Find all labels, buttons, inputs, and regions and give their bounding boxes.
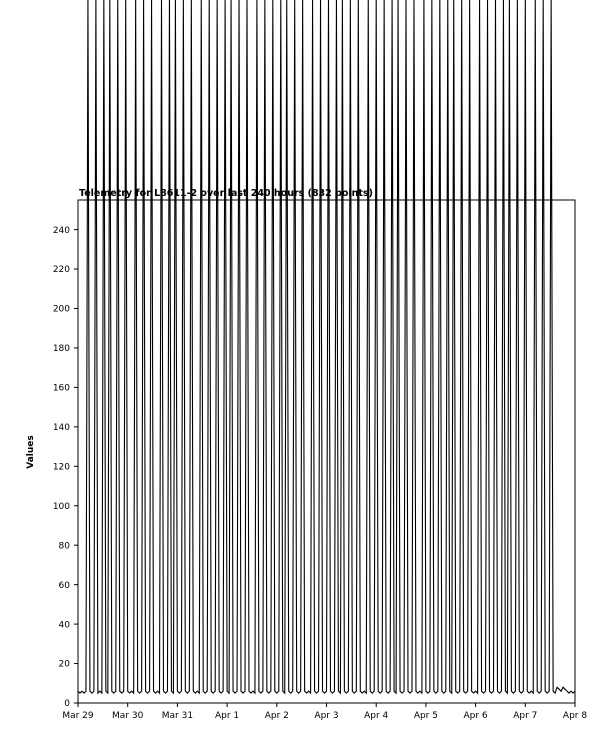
y-axis-label: Values [26,435,36,469]
x-tick-label: Apr 3 [314,711,339,721]
x-tick-label: Apr 4 [364,711,389,721]
y-tick-label: 180 [52,344,70,355]
y-tick-label: 0 [64,699,70,710]
x-tick-label: Mar 29 [62,711,94,721]
y-tick-label: 240 [52,225,70,236]
x-tick-label: Apr 2 [264,711,289,721]
x-tick-label: Apr 7 [513,711,538,721]
x-tick-label: Mar 30 [112,711,144,721]
y-tick-label: 20 [58,659,70,670]
y-tick-label: 100 [52,501,70,512]
y-tick-label: 40 [58,620,70,631]
y-tick-label: 200 [52,304,70,315]
y-tick-label: 80 [58,541,70,552]
x-tick-label: Apr 1 [215,711,240,721]
x-tick-label: Apr 6 [463,711,488,721]
y-tick-label: 220 [52,265,70,276]
chart-title: Telemetry for L8611-2 over last 240 hours (832 points) [79,188,373,199]
x-tick-label: Apr 8 [562,711,588,721]
y-tick-label: 120 [52,462,70,473]
x-tick-label: Apr 5 [413,711,438,721]
x-tick-label: Mar 31 [161,711,194,721]
y-tick-label: 140 [52,423,70,434]
y-tick-label: 60 [58,580,70,591]
y-tick-label: 160 [52,383,70,394]
